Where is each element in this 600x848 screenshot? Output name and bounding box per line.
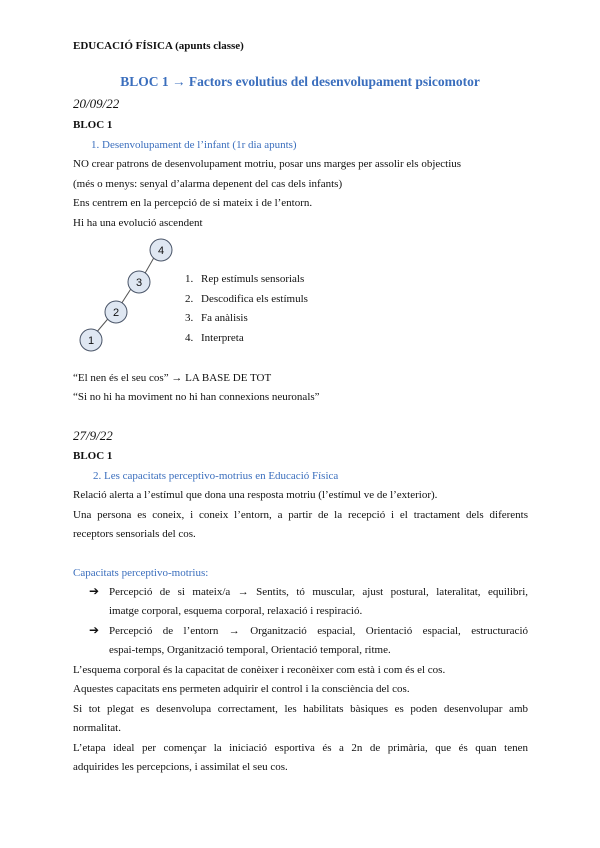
bullet-1-line-1: Percepció de si mateix/a → Sentits, tó muscular, ajust postural, lateralitat, equilibri, [109, 586, 528, 598]
section1-date: 20/09/22 [73, 96, 120, 111]
section2-line-1: Relació alerta a l’estímul que dona una resposta motriu (l’estímul ve de l’exterior). [73, 489, 438, 501]
diagram-node-1 [80, 329, 102, 351]
diagram-node-2 [105, 301, 127, 323]
section1-line-1: NO crear patrons de desenvolupament motriu, posar uns marges per assolir els objectius [73, 158, 462, 170]
section2-line-2a: Una persona es coneix, i coneix l’entorn, a partir de la recepció i el tractament dels diferents [73, 509, 528, 521]
section2-line-2b: receptors sensorials del cos. [73, 528, 196, 540]
evolution-diagram [70, 236, 190, 356]
list-item: 1. Rep estímuls sensorials [185, 273, 305, 285]
bullet-2-line-2: espai-temps, Organització temporal, Orientació temporal, ritme. [109, 644, 391, 656]
section2-heading: 2. Les capacitats perceptivo-motrius en Educació Física [93, 470, 339, 482]
section1-bloc: BLOC 1 [73, 119, 113, 131]
paragraph-3-line-1: Si tot plegat es desenvolupa correctament, les habilitats bàsiques es poden desenvolupar amb [73, 703, 528, 715]
bullet-1-line-2: imatge corporal, esquema corporal, relaxació i respiració. [109, 605, 363, 617]
section2-bloc: BLOC 1 [73, 450, 113, 462]
steps-list [185, 270, 308, 348]
paragraph-4-line-2: adquirides les percepcions, i assimilat el seu cos. [73, 761, 288, 773]
paragraph-4-line-1: L’etapa ideal per començar la iniciació esportiva és a 2n de primària, que és quan tenen [73, 742, 528, 754]
arrow-bullet-icon: ➔ [89, 623, 100, 637]
section1-heading: 1. Desenvolupament de l’infant (1r dia apunts) [91, 139, 297, 151]
diagram-node-4 [150, 239, 172, 261]
svg-text:3: 3 [135, 277, 143, 289]
arrow-bullet-icon: ➔ [89, 584, 100, 598]
page-title: BLOC 1 → Factors evolutius del desenvolupament psicomotor [120, 74, 480, 89]
quote-2: “Si no hi ha moviment no hi han connexions neuronals” [73, 391, 320, 403]
paragraph-1: L’esquema corporal és la capacitat de conèixer i reconèixer com està i com és el cos. [73, 664, 446, 676]
section2-date: 27/9/22 [73, 428, 113, 443]
bullet-2-line-1: Percepció de l’entorn → Organització espacial, Orientació espacial, estructuració [109, 625, 528, 637]
capacitats-subheading: Capacitats perceptivo-motrius: [73, 567, 209, 579]
list-item: 3. Fa anàlisis [185, 312, 248, 324]
svg-text:2: 2 [112, 307, 120, 319]
document-header: EDUCACIÓ FÍSICA (apunts classe) [73, 40, 244, 52]
paragraph-3-line-2: normalitat. [73, 722, 121, 734]
diagram-node-3 [128, 271, 150, 293]
paragraph-2: Aquestes capacitats ens permeten adquirir el control i la consciència del cos. [73, 683, 410, 695]
svg-text:4: 4 [157, 245, 165, 257]
svg-text:1: 1 [87, 335, 95, 347]
section1-line-4: Hi ha una evolució ascendent [73, 217, 203, 229]
section1-line-2: (més o menys: senyal d’alarma depenent del cas dels infants) [73, 178, 343, 190]
section1-line-3: Ens centrem en la percepció de si mateix i de l’entorn. [73, 197, 313, 209]
list-item: 4. Interpreta [185, 331, 244, 344]
list-item: 2. Descodifica els estímuls [185, 292, 308, 305]
quote-1: “El nen és el seu cos” → LA BASE DE TOT [73, 372, 272, 384]
